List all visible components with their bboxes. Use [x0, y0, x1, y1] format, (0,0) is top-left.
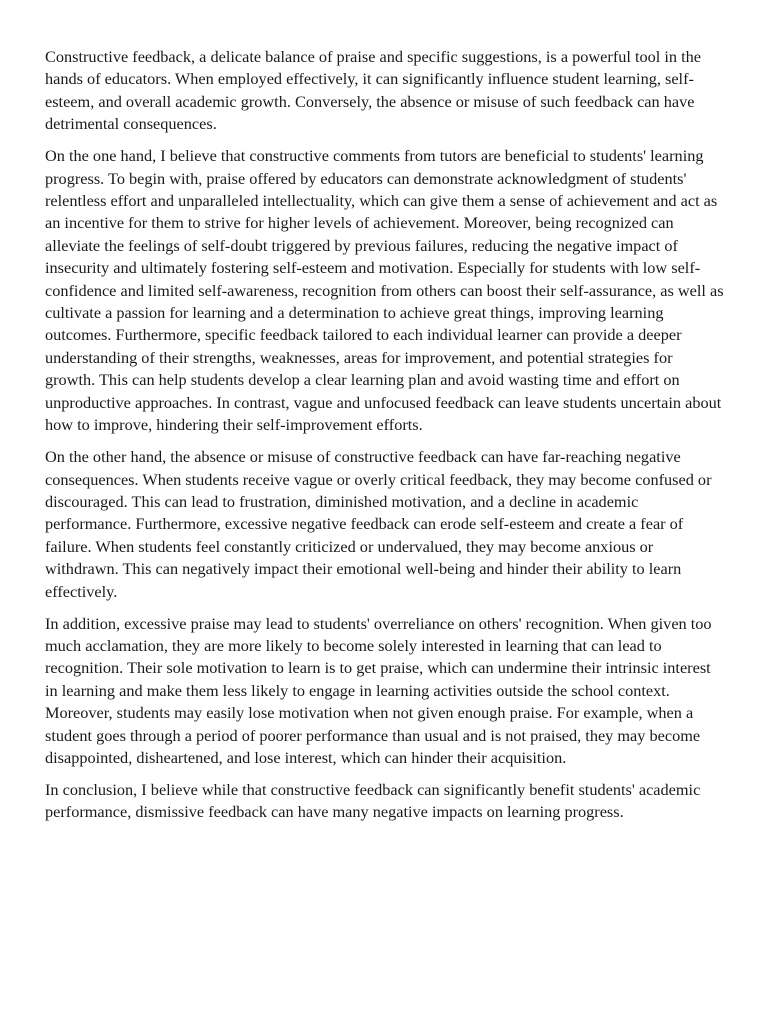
paragraph-benefits: On the one hand, I believe that constructive comments from tutors are beneficial to students' learning progress. To begin with, praise offered by educators can demonstrate acknowledgment of students' relentless effort and unparalleled intellectuality, which can give them a sense of achievement and act as an incentive for them to strive for higher levels of achievement. Moreover, being recognized can alleviate the feelings of self-doubt triggered by previous failures, reducing the negative impact of insecurity and ultimately fostering self-esteem and motivation. Especially for students with low self-confidence and limited self-awareness, recognition from others can boost their self-assurance, as well as cultivate a passion for learning and a determination to achieve great things, improving learning outcomes. Furthermore, specific feedback tailored to each individual learner can provide a deeper understanding of their strengths, weaknesses, areas for improvement, and potential strategies for growth. This can help students develop a clear learning plan and avoid wasting time and effort on unproductive approaches. In contrast, vague and unfocused feedback can leave students uncertain about how to improve, hindering their self-improvement efforts.: [45, 146, 724, 435]
essay-body: [45, 46, 724, 824]
paragraph-negative-consequences: On the other hand, the absence or misuse of constructive feedback can have far-reaching negative consequences. When students receive vague or overly critical feedback, they may become confused or discouraged. This can lead to frustration, diminished motivation, and a decline in academic performance. Furthermore, excessive negative feedback can erode self-esteem and create a fear of failure. When students feel constantly criticized or undervalued, they may become anxious or withdrawn. This can negatively impact their emotional well-being and hinder their ability to learn effectively.: [45, 447, 712, 601]
paragraph-conclusion: In conclusion, I believe while that constructive feedback can significantly benefit students' academic performance, dismissive feedback can have many negative impacts on learning progress.: [45, 779, 701, 822]
paragraph-excessive-praise: In addition, excessive praise may lead to students' overreliance on others' recognition. When given too much acclamation, they are more likely to become solely interested in learning that can lead to recognition. Their sole motivation to learn is to get praise, which can undermine their intrinsic interest in learning and make them less likely to engage in learning activities outside the school context. Moreover, students may easily lose motivation when not given enough praise. For example, when a student goes through a period of poorer performance than usual and is not praised, they may become disappointed, disheartened, and lose interest, which can hinder their acquisition.: [45, 613, 712, 767]
paragraph-introduction: Constructive feedback, a delicate balance of praise and specific suggestions, is a powerful tool in the hands of educators. When employed effectively, it can significantly influence student learning, self-esteem, and overall academic growth. Conversely, the absence or misuse of such feedback can have detrimental consequences.: [45, 47, 701, 134]
